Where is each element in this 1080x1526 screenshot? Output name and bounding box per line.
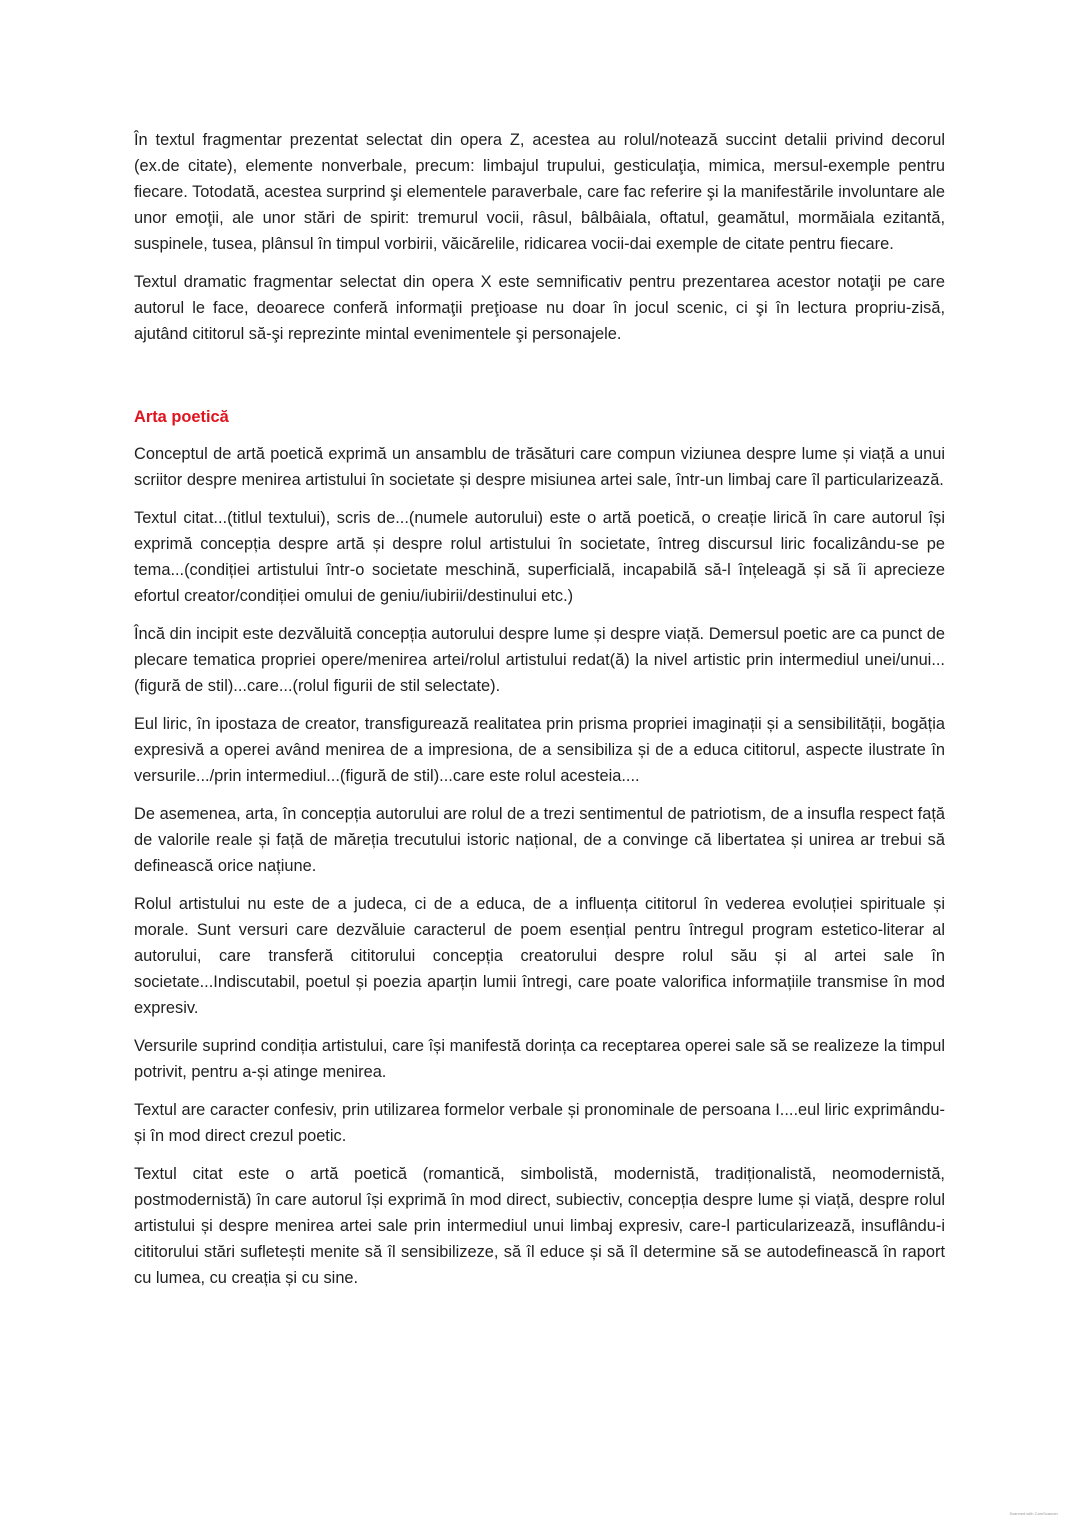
- paragraph-nonverbal-notes: În textul fragmentar prezentat selectat din opera Z, acestea au rolul/notează succint detalii privind decorul (ex.de citate), elemente nonverbale, precum: limbajul trupului, gesticulaţia, mimica, mersul-exemple pentru fiecare. Totodată, acestea surprind şi elementele paraverbale, care fac referire şi la manifestările involuntare ale unor emoţii, ale unor stări de spirit: tremurul vocii, râsul, bâlbâiala, oftatul, geamătul, mormăiala ezitantă, suspinele, tusea, plânsul în timpul vorbirii, văicărelile, ridicarea vocii-dai exemple de citate pentru fiecare.: [134, 131, 945, 253]
- paragraph-concept: Conceptul de artă poetică exprimă un ansamblu de trăsături care compun viziunea despre lume și viață a unui scriitor despre menirea artistului în societate și despre misiunea artei sale, într-un limbaj care îl particularizează.: [134, 445, 945, 489]
- paragraph-eul-liric: Eul liric, în ipostaza de creator, transfigurează realitatea prin prisma propriei imaginații și a sensibilității, bogăția expresivă a operei având menirea de a impresiona, de a sensibiliza și de a educa cititorul, aspecte ilustrate în versurile.../prin intermediul...(figură de stil)...care este rolul acesteia....: [134, 715, 945, 785]
- section-spacer: [134, 359, 945, 404]
- scanner-watermark: Scanned with CamScanner: [1009, 1511, 1058, 1516]
- document-page: [134, 127, 945, 1303]
- section-title-arta-poetica: Arta poetică: [134, 408, 229, 426]
- paragraph-dramatic-text: Textul dramatic fragmentar selectat din opera X este semnificativ pentru prezentarea acestor notaţii pe care autorul le face, deoarece conferă informaţii preţioase nu doar în jocul scenic, ci şi în lectura propriu-zisă, ajutând cititorul să-şi reprezinte mintal evenimentele şi personajele.: [134, 273, 945, 343]
- paragraph-concluzie: Textul citat este o artă poetică (romantică, simbolistă, modernistă, tradiționalistă, neomodernistă, postmodernistă) în care autorul își exprimă în mod direct, subiectiv, concepția despre lume și viață, despre rolul artistului și despre menirea artei sale prin intermediul unui limbaj expresiv, care-l particularizează, insuflându-i cititorului stări sufletești menite să îl sensibilizeze, să îl educe și să îl determine să se autodefinească în raport cu lumea, cu creația și cu sine.: [134, 1165, 945, 1287]
- paragraph-text-citat: Textul citat...(titlul textului), scris de...(numele autorului) este o artă poetică, o creație lirică în care autorul își exprimă concepția despre artă și despre rolul artistului în societate, întreg discursul liric focalizându-se pe tema...(condiției artistului într-o societate meschină, superficială, incapabilă să-l înțeleagă și să îi aprecieze efortul creator/condiției omului de geniu/iubirii/destinului etc.): [134, 509, 945, 605]
- paragraph-patriotism: De asemenea, arta, în concepția autorului are rolul de a trezi sentimentul de patriotism, de a insufla respect față de valorile reale și față de măreția trecutului istoric național, de a convinge că libertatea și unirea ar trebui să definească orice națiune.: [134, 805, 945, 875]
- paragraph-rolul-artistului: Rolul artistului nu este de a judeca, ci de a educa, de a influența cititorul în vederea evoluției spirituale și morale. Sunt versuri care dezvăluie caracterul de poem esențial pentru întregul program estetico-literar al autorului, care transferă cititorului concepția creatorului despre rolul său și al artei sale în societate...Indiscutabil, poetul și poezia aparțin lumii întregi, care poate valorifica informațiile transmise în mod expresiv.: [134, 895, 945, 1017]
- paragraph-caracter-confesiv: Textul are caracter confesiv, prin utilizarea formelor verbale și pronominale de persoana I....eul liric exprimându-și în mod direct crezul poetic.: [134, 1101, 945, 1145]
- paragraph-conditia-artistului: Versurile suprind condiția artistului, care își manifestă dorința ca receptarea operei sale să se realizeze la timpul potrivit, pentru a-și atinge menirea.: [134, 1037, 945, 1081]
- paragraph-incipit: Încă din incipit este dezvăluită concepția autorului despre lume și despre viață. Demersul poetic are ca punct de plecare tematica propriei opere/menirea artei/rolul artistului redat(ă) la nivel artistic prin intermediul unei/unui...(figură de stil)...care...(rolul figurii de stil selectate).: [134, 625, 945, 695]
